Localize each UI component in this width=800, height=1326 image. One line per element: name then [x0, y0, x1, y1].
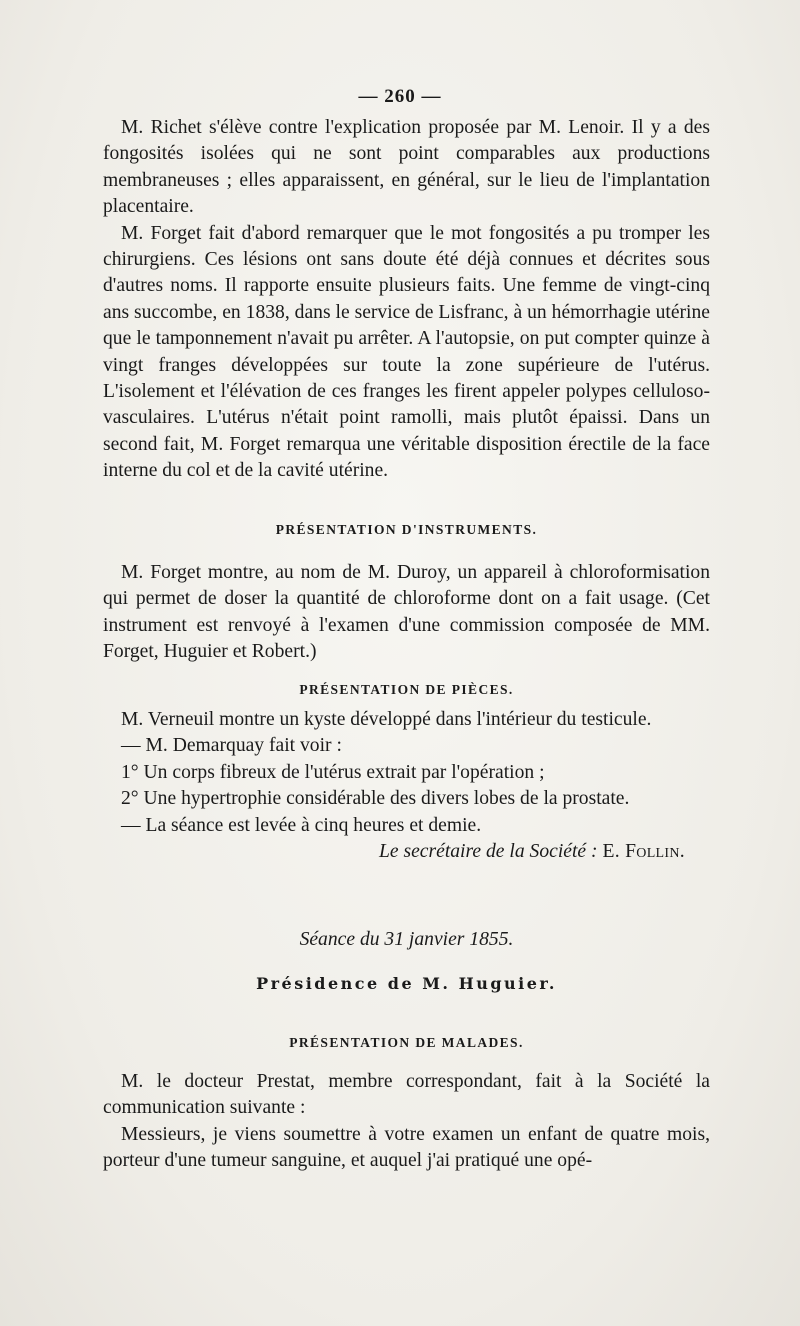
paragraph-messieurs: Messieurs, je viens soumettre à votre examen un enfant de quatre mois, porteur d'une tumeur sanguine, et auquel j'ai pratiqué une opé-: [103, 1123, 710, 1172]
line-item-2: 2° Une hypertrophie considérable des divers lobes de la prostate.: [121, 788, 630, 810]
signature-label: Le secrétaire de la Société :: [378, 841, 598, 863]
seance-header: [103, 927, 710, 953]
line-verneuil: M. Verneuil montre un kyste développé dans l'intérieur du testicule.: [121, 709, 652, 730]
instruments-section: [103, 517, 710, 543]
malades-block: [103, 1069, 710, 1175]
paragraph-richet: M. Richet s'élève contre l'explication proposée par M. Lenoir. Il y a des fongosités isolées qui ne sont point comparables aux productions membraneuses ; elles apparaissent, en général, sur le lieu de l'implantation placentaire.: [103, 117, 710, 218]
instruments-block: [103, 560, 710, 666]
seance-title: Séance du 31 janvier 1855.: [299, 929, 514, 950]
page-number: — 260 —: [358, 86, 442, 107]
discussion-block: [103, 115, 710, 485]
pieces-block: [103, 707, 710, 865]
heading-malades: PRÉSENTATION DE MALADES.: [289, 1035, 524, 1050]
line-item-1: 1° Un corps fibreux de l'utérus extrait par l'opération ;: [121, 761, 545, 783]
presidence-line: Présidence de M. Huguier.: [256, 974, 557, 993]
paragraph-duroy: M. Forget montre, au nom de M. Duroy, un appareil à chloroformisation qui permet de doser la quantité de chloroforme dont on a fait usage. (Cet instrument est renvoyé à l'examen d'une commission composée de MM. Forget, Huguier et Robert.): [103, 562, 710, 663]
pieces-section: [103, 677, 710, 703]
presidence-header: [103, 971, 710, 997]
signature-name: E. Follin.: [602, 841, 685, 863]
line-levee: — La séance est levée à cinq heures et demie.: [121, 814, 482, 836]
heading-pieces: PRÉSENTATION DE PIÈCES.: [299, 682, 514, 697]
line-demarquay: — M. Demarquay fait voir :: [121, 735, 342, 757]
paragraph-prestat: M. le docteur Prestat, membre correspondant, fait à la Société la communication suivante :: [103, 1071, 710, 1119]
signature: [103, 839, 710, 865]
heading-instruments: PRÉSENTATION D'INSTRUMENTS.: [275, 522, 538, 537]
malades-section: [103, 1030, 710, 1056]
paragraph-forget: M. Forget fait d'abord remarquer que le mot fongosités a pu tromper les chirurgiens. Ces lésions ont sans doute été déjà connues et décrites sous d'autres noms. Il rapporte ensuite plusieurs faits. Une femme de vingt-cinq ans succombe, en 1838, dans le service de Lisfranc, à un hémorrhagie utérine que le tamponnement n'avait pu arrêter. A l'autopsie, on put compter quinze à vingt franges développées sur toute la zone supérieure de l'utérus. L'isolement et l'élévation de ces franges les firent appeler polypes celluloso-vasculaires. L'utérus n'était point ramolli, mais plutôt épaissi. Dans un second fait, M. Forget remarqua une véritable disposition érectile de la face interne du col et de la cavité utérine.: [103, 222, 710, 482]
